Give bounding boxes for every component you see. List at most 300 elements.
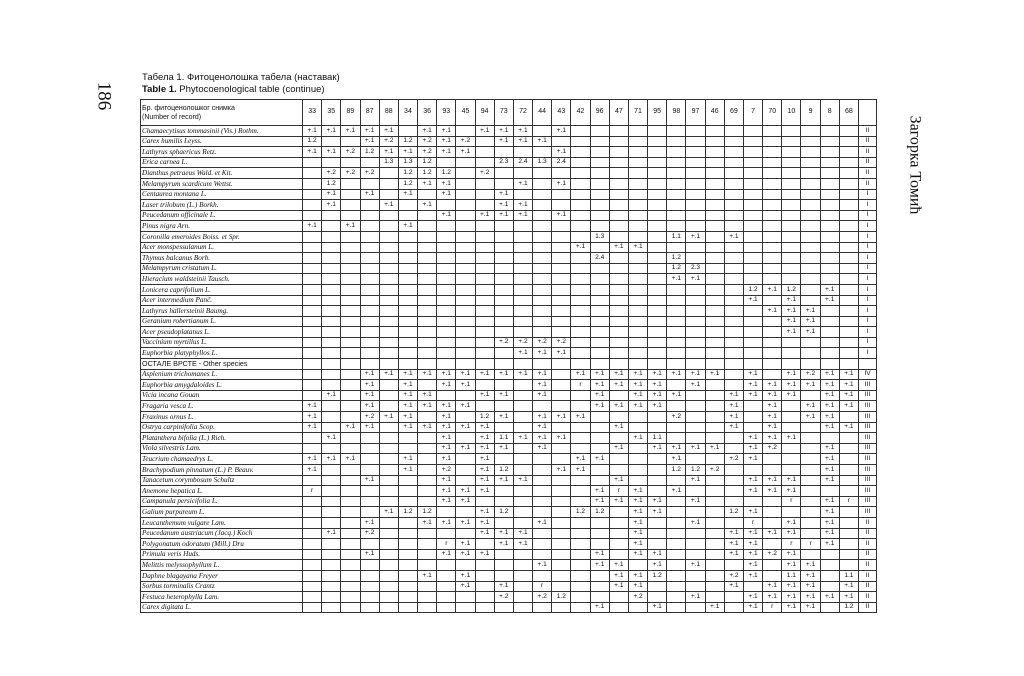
cover-value [782,242,801,253]
cover-value [590,274,609,285]
table-row [141,602,877,613]
cover-value [571,443,590,454]
cover-value: +.1 [590,369,609,380]
cover-value [571,157,590,168]
record-number: 96 [590,100,609,126]
cover-value [552,401,571,412]
cover-value [724,295,743,306]
cover-value [437,274,456,285]
cover-value: +.1 [724,422,743,433]
cover-value [418,348,437,359]
cover-value [686,433,705,444]
cover-value [533,168,552,179]
cover-value: +.1 [648,380,667,391]
cover-value [743,401,762,412]
cover-value [820,316,839,327]
cover-value: +.1 [686,496,705,507]
cover-value [552,189,571,200]
cover-value: +.1 [533,136,552,147]
cover-value [341,306,360,317]
species-name: Lonicera caprifolium L. [141,284,303,295]
cover-value [686,401,705,412]
table-row [141,126,877,137]
cover-value [801,454,820,465]
cover-value [437,348,456,359]
cover-value [322,486,341,497]
cover-value: +.1 [398,380,417,391]
cover-value [820,486,839,497]
cover-value: +.1 [437,380,456,391]
cover-value [590,316,609,327]
cover-value: +.1 [590,454,609,465]
cover-value [571,422,590,433]
constancy-class: III [858,486,876,497]
cover-value: +.1 [839,581,858,592]
cover-value [360,602,379,613]
cover-value: +.1 [628,517,647,528]
cover-value [724,475,743,486]
cover-value [609,465,628,476]
cover-value [552,253,571,264]
constancy-class: I [858,284,876,295]
species-name: Laser trilobum (L.) Borkh. [141,200,303,211]
cover-value: +.1 [590,560,609,571]
cover-value: 1.2 [839,602,858,613]
cover-value: 2.4 [552,157,571,168]
cover-value [724,274,743,285]
cover-value [533,602,552,613]
cover-value [705,422,724,433]
cover-value [763,274,782,285]
cover-value [494,147,513,158]
record-number: 89 [341,100,360,126]
cover-value [533,454,552,465]
cover-value: +.1 [590,380,609,391]
empty-cell [724,359,743,370]
cover-value: +.1 [763,433,782,444]
cover-value [398,528,417,539]
cover-value: 1.2 [667,253,686,264]
cover-value [513,592,532,603]
empty-cell [686,359,705,370]
cover-value [648,528,667,539]
cover-value [609,517,628,528]
cover-value: +.1 [322,189,341,200]
cover-value: +.2 [418,147,437,158]
cover-value [839,517,858,528]
cover-value [648,210,667,221]
cover-value: +.1 [475,475,494,486]
cover-value [609,126,628,137]
cover-value [820,602,839,613]
cover-value: +.1 [494,136,513,147]
empty-cell [839,359,858,370]
cover-value [705,528,724,539]
cover-value: +.1 [839,369,858,380]
cover-value [533,274,552,285]
cover-value [705,316,724,327]
cover-value: +.1 [513,200,532,211]
cover-value [839,253,858,264]
cover-value [782,168,801,179]
cover-value [533,327,552,338]
cover-value [341,316,360,327]
cover-value [724,306,743,317]
cover-value: +.1 [590,496,609,507]
cover-value: +.1 [398,465,417,476]
species-name: Pinus nigra Arn. [141,221,303,232]
cover-value [360,327,379,338]
cover-value [839,475,858,486]
cover-value [763,253,782,264]
cover-value: +.1 [571,465,590,476]
cover-value [341,496,360,507]
cover-value [609,316,628,327]
constancy-class: II [858,517,876,528]
cover-value: +.2 [724,570,743,581]
cover-value [705,517,724,528]
cover-value [456,242,475,253]
cover-value: +.1 [648,560,667,571]
cover-value: +.2 [628,592,647,603]
cover-value [801,390,820,401]
cover-value [839,284,858,295]
cover-value [513,189,532,200]
cover-value: +.1 [820,443,839,454]
cover-value: +.2 [475,168,494,179]
cover-value [360,496,379,507]
cover-value: +.1 [533,348,552,359]
cover-value: 1.2 [782,284,801,295]
cover-value [724,517,743,528]
cover-value [533,539,552,550]
species-name: Acer pseudoplatanus L. [141,327,303,338]
cover-value [686,570,705,581]
cover-value [686,486,705,497]
table-row [141,274,877,285]
cover-value: +.1 [360,189,379,200]
empty-cell [590,359,609,370]
cover-value [801,433,820,444]
cover-value [628,348,647,359]
cover-value [590,136,609,147]
cover-value [398,443,417,454]
cover-value: +.1 [456,422,475,433]
cover-value [552,242,571,253]
cover-value: +.1 [782,581,801,592]
empty-cell [552,359,571,370]
cover-value [513,560,532,571]
cover-value [724,369,743,380]
cover-value: +.1 [475,454,494,465]
cover-value: 2.3 [494,157,513,168]
cover-value [724,242,743,253]
cover-value: 1.2 [360,147,379,158]
cover-value [303,496,322,507]
cover-value [418,592,437,603]
cover-value [341,136,360,147]
empty-cell [322,359,341,370]
cover-value: +.1 [820,496,839,507]
cover-value [839,168,858,179]
cover-value: +.1 [533,433,552,444]
page-number: 186 [93,81,114,111]
cover-value [513,295,532,306]
cover-value [667,157,686,168]
cover-value: +.1 [628,507,647,518]
cover-value: +.1 [763,581,782,592]
cover-value [322,253,341,264]
cover-value [494,274,513,285]
cover-value [513,147,532,158]
cover-value [398,570,417,581]
cover-value [552,422,571,433]
table-row [141,231,877,242]
cover-value [839,274,858,285]
cover-value [456,348,475,359]
cover-value: +.1 [724,549,743,560]
cover-value: +.1 [571,242,590,253]
cover-value [379,189,398,200]
cover-value: +.1 [341,454,360,465]
cover-value: +.1 [418,178,437,189]
cover-value [552,549,571,560]
cover-value [763,295,782,306]
cover-value [590,337,609,348]
empty-cell [303,359,322,370]
cover-value [801,295,820,306]
cover-value [322,412,341,423]
cover-value: +.1 [839,422,858,433]
cover-value: +.1 [494,189,513,200]
caption-line-english: Table 1. Phytocoenological table (continue) [142,84,325,95]
cover-value [513,327,532,338]
cover-value: +.1 [418,390,437,401]
empty-cell [743,359,762,370]
table-row [141,475,877,486]
cover-value [648,337,667,348]
cover-value: +.1 [648,369,667,380]
cover-value [763,560,782,571]
cover-value: 1.1 [494,433,513,444]
cover-value: +.1 [724,390,743,401]
cover-value: +.1 [513,210,532,221]
cover-value: +.1 [801,316,820,327]
cover-value [609,189,628,200]
cover-value [456,390,475,401]
cover-value [437,581,456,592]
cover-value: 1.3 [533,157,552,168]
cover-value [322,517,341,528]
cover-value [724,560,743,571]
cover-value [341,570,360,581]
record-number: 95 [648,100,667,126]
cover-value [494,295,513,306]
cover-value [533,147,552,158]
table-row [141,454,877,465]
cover-value [475,242,494,253]
cover-value [839,539,858,550]
table-row [141,253,877,264]
cover-value [322,348,341,359]
cover-value [609,549,628,560]
cover-value [379,316,398,327]
cover-value [648,592,667,603]
cover-value [418,602,437,613]
cover-value [782,337,801,348]
cover-value [322,539,341,550]
cover-value [475,316,494,327]
cover-value [667,136,686,147]
cover-value [686,528,705,539]
cover-value: +.1 [494,369,513,380]
cover-value: r [782,539,801,550]
cover-value [437,602,456,613]
cover-value [552,539,571,550]
cover-value [303,157,322,168]
cover-value: +.1 [782,327,801,338]
cover-value [820,231,839,242]
cover-value: +.1 [456,496,475,507]
cover-value [456,210,475,221]
cover-value [513,231,532,242]
cover-value [743,221,762,232]
cover-value [839,189,858,200]
cover-value [475,295,494,306]
cover-value [322,327,341,338]
cover-value [571,592,590,603]
cover-value [763,189,782,200]
cover-value [418,231,437,242]
table-row [141,401,877,412]
cover-value [801,443,820,454]
cover-value [341,549,360,560]
cover-value [590,178,609,189]
cover-value [648,295,667,306]
record-number: 42 [571,100,590,126]
cover-value [418,242,437,253]
cover-value [322,284,341,295]
cover-value: +.1 [322,390,341,401]
empty-cell [705,359,724,370]
record-number: 9 [801,100,820,126]
cover-value [686,348,705,359]
cover-value [398,231,417,242]
record-number: 94 [475,100,494,126]
cover-value [667,507,686,518]
record-label-english: (Number of record) [142,113,202,121]
cover-value [379,306,398,317]
cover-value [513,507,532,518]
cover-value: +.1 [513,348,532,359]
cover-value [494,496,513,507]
cover-value [686,295,705,306]
cover-value [705,136,724,147]
cover-value [763,136,782,147]
cover-value: +.1 [322,200,341,211]
record-number: 98 [667,100,686,126]
cover-value: +.1 [437,189,456,200]
cover-value: +.1 [475,390,494,401]
cover-value [322,316,341,327]
constancy-class: I [858,316,876,327]
cover-value [494,178,513,189]
cover-value: +.1 [782,306,801,317]
cover-value: +.1 [571,369,590,380]
cover-value [801,242,820,253]
cover-value: +.1 [437,422,456,433]
cover-value [360,581,379,592]
cover-value: 1.2 [494,465,513,476]
cover-value: 1.3 [398,157,417,168]
cover-value: +.1 [437,147,456,158]
cover-value: +.1 [456,147,475,158]
cover-value: +.1 [667,390,686,401]
cover-value [609,157,628,168]
cover-value: +.1 [437,517,456,528]
cover-value [839,126,858,137]
cover-value [839,242,858,253]
cover-value [303,316,322,327]
cover-value: 2.3 [686,263,705,274]
cover-value [379,465,398,476]
cover-value [341,465,360,476]
constancy-class: II [858,168,876,179]
cover-value: +.1 [437,433,456,444]
cover-value [341,380,360,391]
cover-value [456,560,475,571]
record-number: 71 [628,100,647,126]
species-name: Thymus balcanus Borb. [141,253,303,264]
record-number: 45 [456,100,475,126]
cover-value [341,348,360,359]
cover-value [686,168,705,179]
cover-value [475,178,494,189]
cover-value [494,348,513,359]
empty-cell [571,359,590,370]
cover-value [513,263,532,274]
cover-value: 1.2 [398,136,417,147]
cover-value [763,263,782,274]
cover-value: +.2 [322,168,341,179]
record-number: 69 [724,100,743,126]
cover-value [456,284,475,295]
cover-value [494,602,513,613]
cover-value [839,454,858,465]
cover-value [303,560,322,571]
cover-value [533,210,552,221]
cover-value: +.1 [801,592,820,603]
cover-value: +.1 [360,549,379,560]
cover-value: +.1 [533,380,552,391]
cover-value [648,517,667,528]
cover-value [590,157,609,168]
cover-value [820,337,839,348]
cover-value: +.1 [628,433,647,444]
cover-value [303,200,322,211]
cover-value [667,592,686,603]
cover-value [322,560,341,571]
cover-value [456,263,475,274]
cover-value [533,263,552,274]
cover-value: r [801,539,820,550]
cover-value: +.1 [628,549,647,560]
cover-value: +.1 [686,443,705,454]
cover-value [513,306,532,317]
cover-value [494,401,513,412]
species-name: Lathyrus sphaericus Retz. [141,147,303,158]
species-name: Festuca heterophylla Lam. [141,592,303,603]
